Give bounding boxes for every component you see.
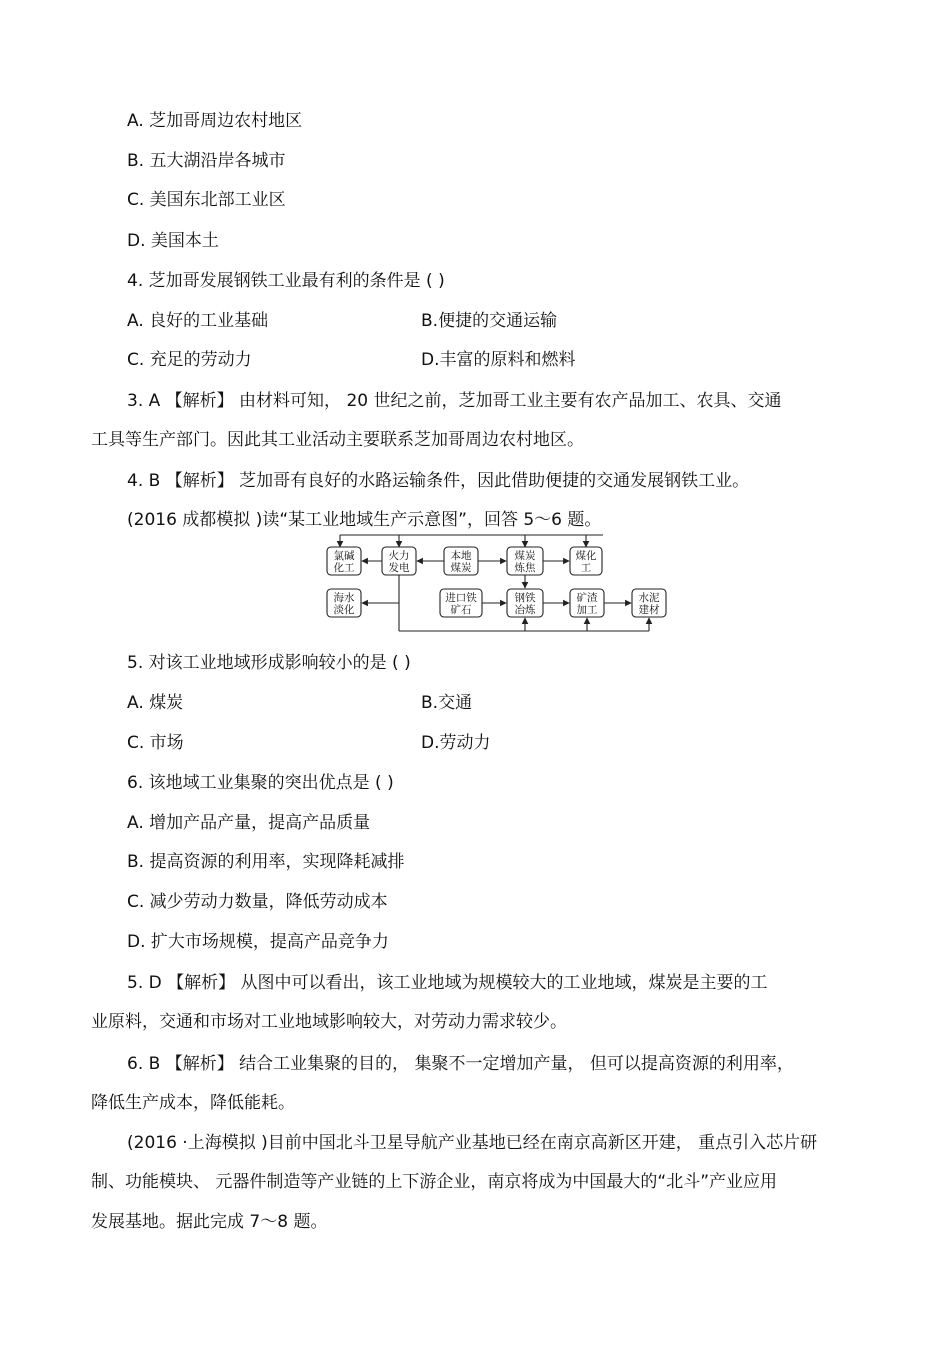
q5-option-a: A. 煤炭 — [127, 693, 184, 713]
q6-option-d: D. 扩大市场规模，提高产品竞争力 — [127, 932, 389, 952]
svg-text:火力: 火力 — [388, 550, 410, 562]
node-gangtie-yelian — [507, 589, 543, 617]
svg-text:本地: 本地 — [450, 550, 472, 562]
intro-q7-8-line2: 制、功能模块、 元器件制造等产业链的上下游企业，南京将成为中国最大的“北斗”产业应用 — [91, 1172, 778, 1192]
node-kuangzha-jiagong — [570, 589, 604, 617]
svg-text:发电: 发电 — [388, 562, 410, 574]
q4-option-c: C. 充足的劳动力 — [127, 350, 252, 370]
q3-option-c: C. 美国东北部工业区 — [127, 190, 286, 210]
q6-option-a: A. 增加产品产量，提高产品质量 — [127, 813, 371, 833]
svg-text:钢铁: 钢铁 — [514, 592, 536, 604]
node-haishui-danhua — [327, 589, 361, 617]
svg-text:矿渣: 矿渣 — [576, 592, 598, 604]
intro-q7-8-line1: (2016 ·上海模拟 )目前中国北斗卫星导航产业基地已经在南京高新区开建， 重点引入芯片研 — [127, 1133, 818, 1153]
svg-text:炼焦: 炼焦 — [514, 562, 536, 574]
answer-6-line1: 6. B 【解析】 结合工业集聚的目的， 集聚不一定增加产量， 但可以提高资源的利用率， — [127, 1054, 794, 1074]
svg-text:进口铁: 进口铁 — [445, 592, 477, 604]
node-shuini-jiancai — [632, 589, 666, 617]
svg-text:氯碱: 氯碱 — [333, 550, 355, 562]
node-meitan-lianjiao — [507, 547, 543, 575]
answer-3-line1: 3. A 【解析】 由材料可知， 20 世纪之前，芝加哥工业主要有农产品加工、农具、交通 — [127, 391, 782, 411]
svg-text:冶炼: 冶炼 — [514, 604, 536, 616]
q6-option-b: B. 提高资源的利用率，实现降耗减排 — [127, 852, 405, 872]
svg-text:加工: 加工 — [576, 604, 598, 616]
node-meihuagong — [570, 547, 602, 575]
q3-option-b: B. 五大湖沿岸各城市 — [127, 151, 286, 171]
answer-5-line1: 5. D 【解析】 从图中可以看出，该工业地域为规模较大的工业地域，煤炭是主要的工 — [127, 973, 768, 993]
q6-stem: 6. 该地域工业集聚的突出优点是 ( ) — [127, 773, 394, 793]
q3-option-d: D. 美国本土 — [127, 231, 219, 251]
svg-text:海水: 海水 — [333, 592, 355, 604]
q6-option-c: C. 减少劳动力数量，降低劳动成本 — [127, 892, 388, 912]
answer-3-line2: 工具等生产部门。因此其工业活动主要联系芝加哥周边农村地区。 — [91, 430, 584, 450]
q4-option-d: D.丰富的原料和燃料 — [421, 350, 576, 370]
node-huoli-fadian — [382, 547, 416, 575]
svg-text:煤化: 煤化 — [575, 550, 597, 562]
q4-option-b: B.便捷的交通运输 — [421, 311, 558, 331]
svg-text:建材: 建材 — [638, 604, 660, 616]
svg-text:水泥: 水泥 — [638, 592, 660, 604]
answer-5-line2: 业原料，交通和市场对工业地域影响较大，对劳动力需求较少。 — [91, 1012, 567, 1032]
q5-option-b: B.交通 — [421, 693, 473, 713]
svg-text:矿石: 矿石 — [450, 604, 472, 616]
node-bendi-meitan — [444, 547, 478, 575]
q4-stem: 4. 芝加哥发展钢铁工业最有利的条件是 ( ) — [127, 271, 445, 291]
node-jinkou-kuangshi — [440, 589, 482, 617]
q5-stem: 5. 对该工业地域形成影响较小的是 ( ) — [127, 653, 411, 673]
answer-6-line2: 降低生产成本，降低能耗。 — [91, 1093, 295, 1113]
intro-q5-6: (2016 成都模拟 )读“某工业地域生产示意图”，回答 5～6 题。 — [127, 510, 602, 530]
q4-option-a: A. 良好的工业基础 — [127, 311, 269, 331]
q3-option-a: A. 芝加哥周边农村地区 — [127, 111, 303, 131]
q5-option-c: C. 市场 — [127, 733, 184, 753]
node-lvjian-huagong — [327, 547, 361, 575]
svg-text:化工: 化工 — [333, 562, 355, 574]
industrial-region-diagram — [320, 532, 670, 636]
svg-text:煤炭: 煤炭 — [450, 562, 472, 574]
svg-text:煤炭: 煤炭 — [514, 550, 536, 562]
svg-text:工: 工 — [580, 562, 592, 574]
q5-option-d: D.劳动力 — [421, 733, 491, 753]
answer-4: 4. B 【解析】 芝加哥有良好的水路运输条件，因此借助便捷的交通发展钢铁工业。 — [127, 471, 750, 491]
intro-q7-8-line3: 发展基地。据此完成 7～8 题。 — [91, 1212, 328, 1232]
svg-text:淡化: 淡化 — [333, 604, 355, 616]
